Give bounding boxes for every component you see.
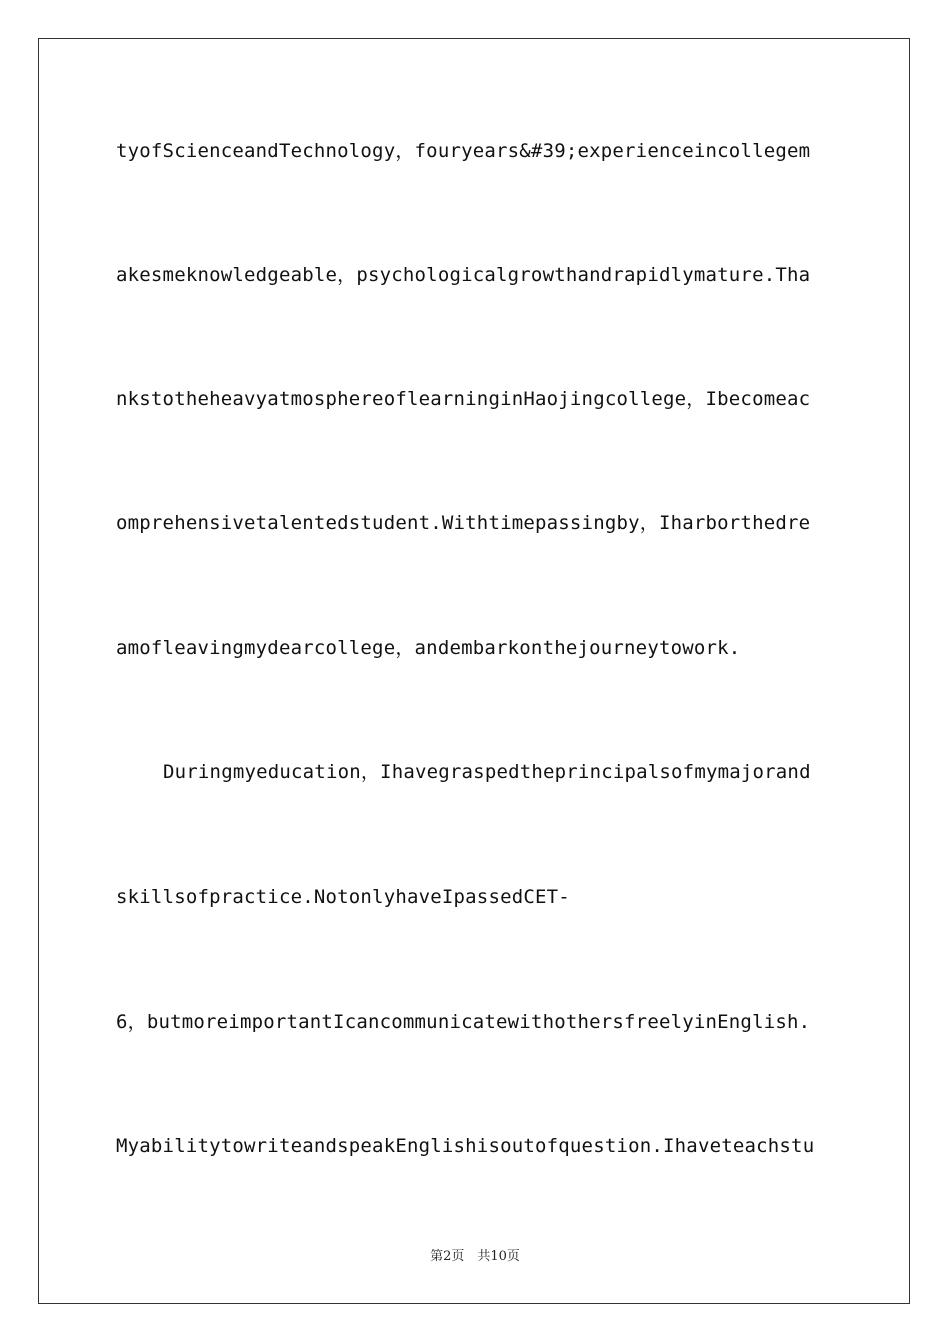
body-text-line-3: nkstotheheavyatmosphereoflearninginHaojingcollege，Ibecomeac — [116, 388, 811, 410]
page-number-footer: 第2页 共10页 — [430, 1249, 520, 1264]
body-text-line-5: amofleavingmydearcollege，andembarkonthejourneytowork. — [116, 637, 741, 659]
body-text-line-6: Duringmyeducation，Ihavegraspedtheprincipalsofmymajorand — [163, 761, 811, 783]
body-text-line-4: omprehensivetalentedstudent.Withtimepassingby，Iharborthedre — [116, 512, 811, 534]
body-text-line-8: 6，butmoreimportantIcancommunicatewithothersfreelyinEnglish. — [116, 1011, 811, 1033]
page-border — [38, 38, 910, 1304]
body-text-line-9: MyabilitytowriteandspeakEnglishisoutofquestion.Ihaveteachstu — [116, 1135, 815, 1157]
body-text-line-1: tyofScienceandTechnology，fouryears&#39;experienceincollegem — [116, 140, 811, 162]
body-text-line-7: skillsofpractice.NotonlyhaveIpassedCET- — [116, 886, 570, 908]
body-text-line-2: akesmeknowledgeable，psychologicalgrowthandrapidlymature.Tha — [116, 264, 811, 286]
